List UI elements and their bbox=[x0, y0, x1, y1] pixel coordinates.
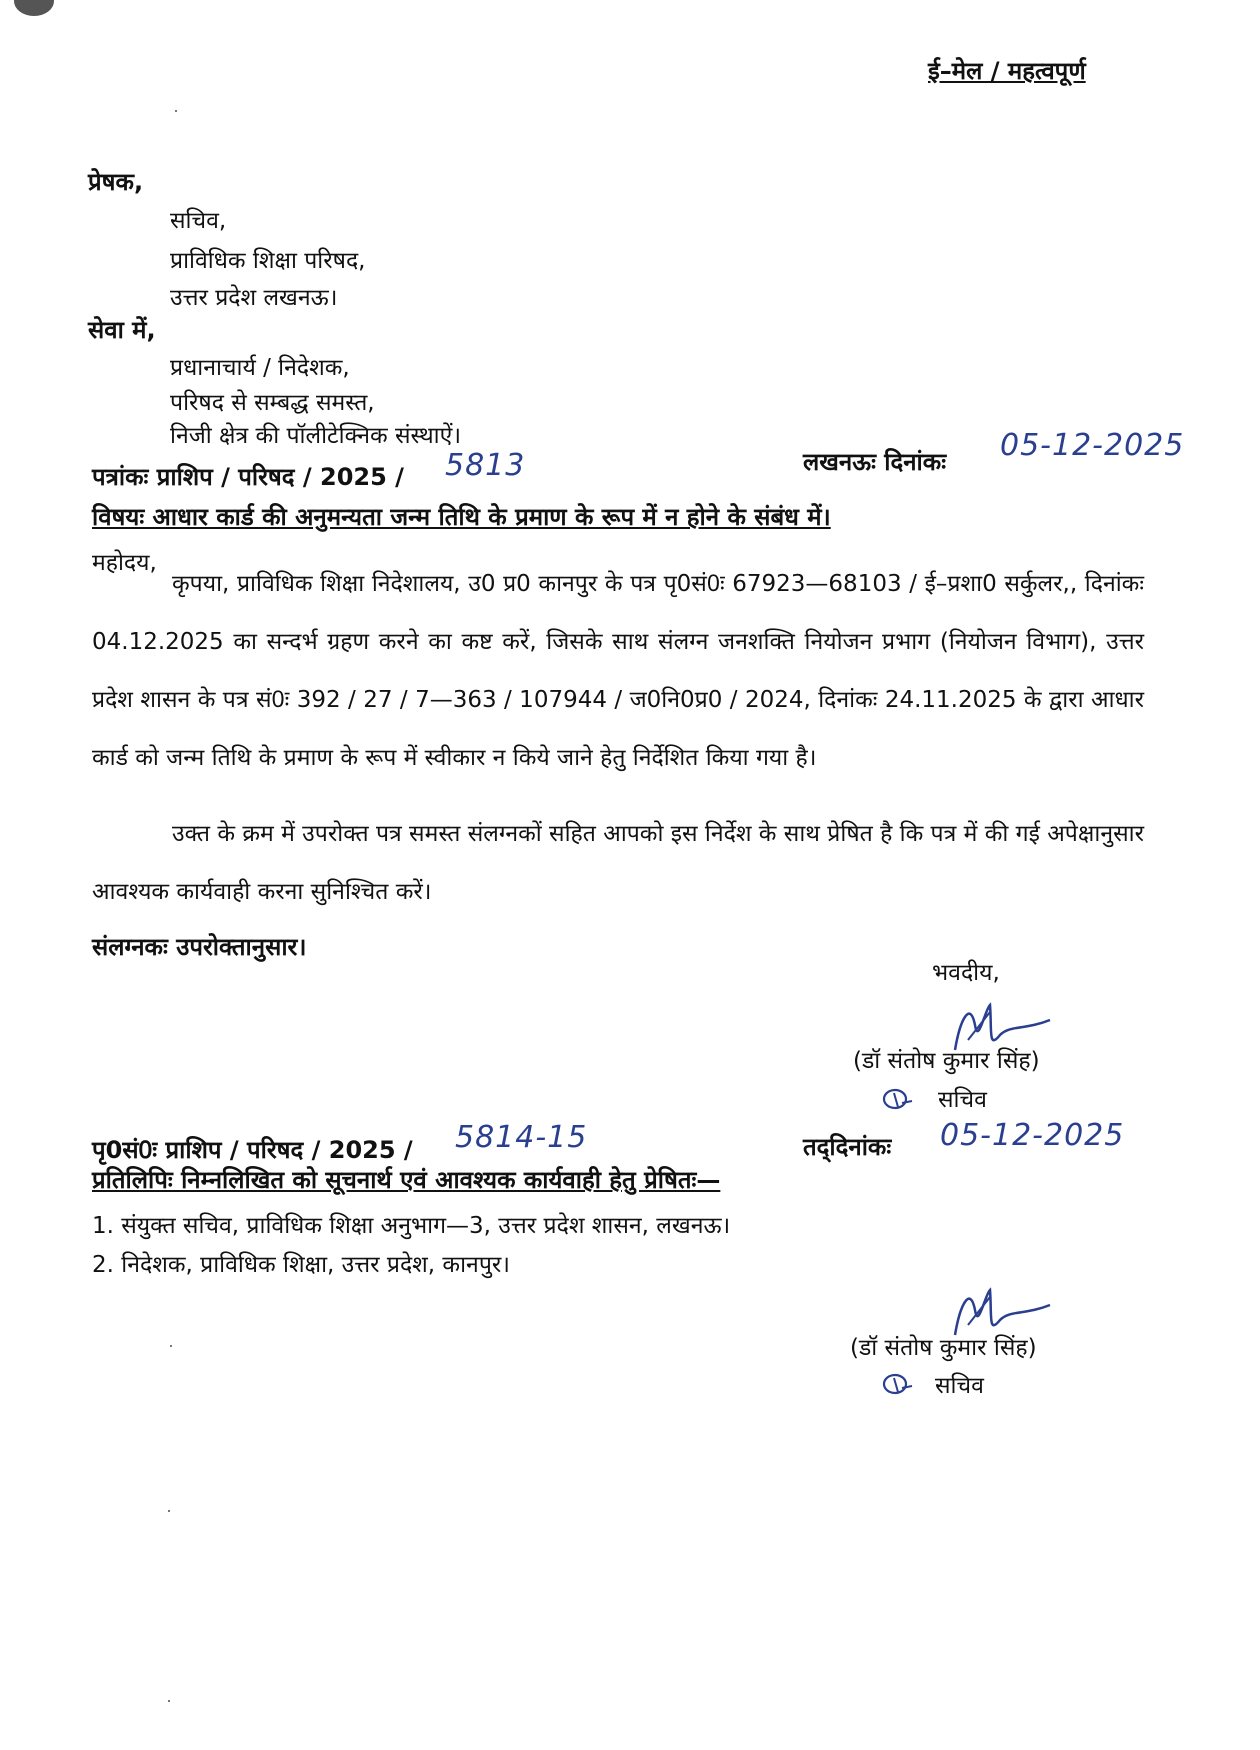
recipient-line: परिषद से सम्बद्ध समस्त, bbox=[170, 390, 375, 416]
copy-reference-number: 5814-15 bbox=[455, 1120, 588, 1155]
letter-reference-number: 5813 bbox=[445, 448, 526, 483]
signatory-title-2: सचिव bbox=[935, 1373, 984, 1399]
copy-date-label: तद्‌दिनांकः bbox=[803, 1133, 892, 1161]
sender-label: प्रेषक, bbox=[88, 168, 144, 196]
letter-date-label: लखनऊः दिनांकः bbox=[803, 448, 947, 476]
recipient-line: निजी क्षेत्र की पॉलीटेक्निक संस्थाऐं। bbox=[170, 423, 462, 449]
copy-list-item: 1. संयुक्त सचिव, प्राविधिक शिक्षा अनुभाग—3, उत्तर प्रदेश शासन, लखनऊ। bbox=[92, 1213, 731, 1239]
copy-heading: प्रतिलिपिः निम्नलिखित को सूचनार्थ एवं आवश्यक कार्यवाही हेतु प्रेषितः— bbox=[92, 1166, 721, 1194]
copy-reference-prefix: पृ0सं0ः प्राशिप / परिषद / 2025 / bbox=[92, 1136, 413, 1164]
sender-line: प्राविधिक शिक्षा परिषद, bbox=[170, 248, 366, 274]
copy-list-item: 2. निदेशक, प्राविधिक शिक्षा, उत्तर प्रदेश, कानपुर। bbox=[92, 1252, 511, 1278]
salutation: महोदय, bbox=[92, 550, 157, 576]
body-paragraph-1: कृपया, प्राविधिक शिक्षा निदेशालय, उ0 प्र0 कानपुर के पत्र पृ0सं0ः 67923—68103 / ई–प्रशा0 सर्कुलर,, दिनांकः 04.12.2025 का सन्दर्भ ग्रहण करने का कष्ट करें, जिसके साथ संलग्न जनशक्ति नियोजन प्रभाग (नियोजन विभाग), उत्तर प्रदेश शासन के पत्र सं0ः 392 / 27 / 7—363 / 107944 / ज0नि0प्र0 / 2024, दिनांकः 24.11.2025 के द्वारा आधार कार्ड को जन्म तिथि के प्रमाण के रूप में स्वीकार न किये जाने हेतु निर्देशित किया गया है। bbox=[92, 571, 1144, 771]
initial-mark-1 bbox=[880, 1085, 914, 1113]
signatory-title-1: सचिव bbox=[938, 1087, 987, 1113]
sender-line: उत्तर प्रदेश लखनऊ। bbox=[170, 285, 338, 311]
signatory-name-1: (डॉ संतोष कुमार सिंह) bbox=[853, 1048, 1040, 1074]
copy-date: 05-12-2025 bbox=[940, 1118, 1125, 1153]
letter-date: 05-12-2025 bbox=[1000, 428, 1185, 463]
closing: भवदीय, bbox=[932, 960, 1000, 986]
punch-hole-mark bbox=[14, 0, 54, 16]
enclosure-note: संलग्नकः उपरोक्तानुसार। bbox=[92, 933, 307, 961]
recipient-line: प्रधानाचार्य / निदेशक, bbox=[170, 355, 350, 381]
initial-mark-2 bbox=[880, 1370, 914, 1398]
signatory-name-2: (डॉ संतोष कुमार सिंह) bbox=[850, 1335, 1037, 1361]
recipient-label: सेवा में, bbox=[88, 316, 156, 344]
sender-line: सचिव, bbox=[170, 208, 227, 234]
body-paragraph-2: उक्त के क्रम में उपरोक्त पत्र समस्त संलग्नकों सहित आपको इस निर्देश के साथ प्रेषित है कि पत्र में की गई अपेक्षानुसार आवश्यक कार्यवाही करना सुनिश्चित करें। bbox=[92, 821, 1144, 905]
email-important-tag: ई–मेल / महत्वपूर्ण bbox=[928, 57, 1086, 85]
letter-reference-prefix: पत्रांकः प्राशिप / परिषद / 2025 / bbox=[92, 463, 404, 491]
letter-subject: विषयः आधार कार्ड की अनुमन्यता जन्म तिथि के प्रमाण के रूप में न होने के संबंध में। bbox=[92, 503, 831, 531]
